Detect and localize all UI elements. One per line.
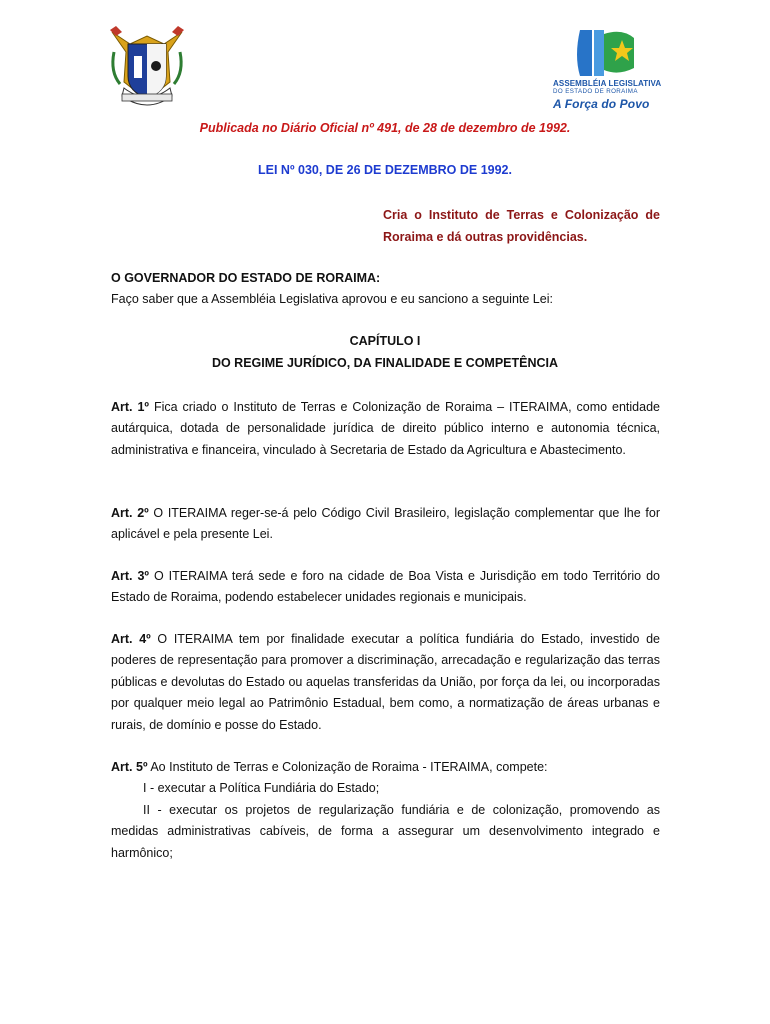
chapter-number: CAPÍTULO I [349,334,421,348]
chapter-title: DO REGIME JURÍDICO, DA FINALIDADE E COMPETÊNCIA [211,356,559,370]
article-3 [111,566,660,609]
article-4 [111,629,660,736]
article-label: Art. 5º [111,760,148,774]
article-2 [111,503,660,546]
article-label: Art. 2º [111,506,149,520]
article-text: O ITERAIMA tem por finalidade executar a política fundiária do Estado, investido de poderes de representação para promover a discriminação, arrecadação e regularização das terras públicas e devolutas do Estado ou aquelas transferidas da União, por força da lei, ou incorporadas por qualquer meio legal ao Patrimônio Estadual, bem como, a normatização de áreas urbanas e rurais, de domínio e posse do Estado. [111,632,660,732]
ale-line-1: ASSEMBLÉIA LEGISLATIVA [553,79,662,88]
article-label: Art. 4º [111,632,151,646]
ale-slogan: A Força do Povo [553,97,650,111]
coat-of-arms-logo [104,22,190,108]
article-5 [111,757,660,864]
preamble [111,268,660,311]
list-item: II - executar os projetos de regularização fundiária e de colonização, promovendo as medidas administrativas cabíveis, de forma a assegurar um desenvolvimento integrado e harmônico; [111,802,660,860]
article-label: Art. 1º [111,400,149,414]
law-summary: Cria o Instituto de Terras e Colonização de Roraima e dá outras providências. [383,208,660,244]
assembleia-wordmark [553,80,669,111]
article-text: O ITERAIMA reger-se-á pelo Código Civil Brasileiro, legislação complementar que lhe for aplicável e pela presente Lei. [111,506,660,542]
preamble-text: Faço saber que a Assembléia Legislativa aprovou e eu sanciono a seguinte Lei: [111,292,553,307]
article-text: O ITERAIMA terá sede e foro na cidade de Boa Vista e Jurisdição em todo Território do Estado de Roraima, podendo estabelecer unidades regionais e municipais. [111,569,660,605]
list-item: I - executar a Política Fundiária do Estado; [143,781,380,796]
article-1 [111,397,660,461]
law-title: LEI Nº 030, DE 26 DE DEZEMBRO DE 1992. [258,163,512,177]
governor-heading: O GOVERNADOR DO ESTADO DE RORAIMA: [111,271,381,285]
article-text: Ao Instituto de Terras e Colonização de Roraima - ITERAIMA, compete: [150,760,548,774]
publication-note: Publicada no Diário Oficial nº 491, de 28 de dezembro de 1992. [199,121,571,135]
ale-line-2: DO ESTADO DE RORAIMA [553,88,638,95]
article-label: Art. 3º [111,569,149,583]
article-text: Fica criado o Instituto de Terras e Colonização de Roraima – ITERAIMA, como entidade autárquica, dotada de personalidade jurídica de direito público interno e autonomia técnica, administrativa e financeira, vinculado à Secretaria de Estado da Agricultura e Abastecimento. [111,400,660,457]
